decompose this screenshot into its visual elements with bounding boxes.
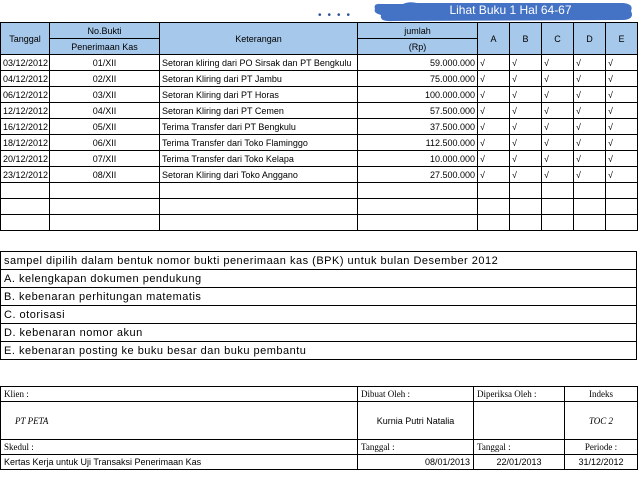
row-date: 23/12/2012 (1, 167, 50, 183)
transaction-table (0, 22, 638, 231)
empty-cell (510, 215, 542, 231)
row-check-a: √ (478, 87, 510, 103)
row-keterangan: Setoran Kliring dari PT Jambu (160, 71, 358, 87)
row-jumlah: 10.000.000 (358, 151, 478, 167)
row-jumlah: 27.500.000 (358, 167, 478, 183)
row-check-d: √ (574, 151, 606, 167)
decorative-dots: •••• (318, 10, 357, 21)
empty-cell (574, 215, 606, 231)
empty-cell (510, 199, 542, 215)
note-sample: sampel dipilih dalam bentuk nomor bukti penerimaan kas (BPK) untuk bulan Desember 2012 (1, 252, 637, 270)
header-col-a: A (478, 23, 510, 55)
empty-row (1, 215, 638, 231)
klien-label: Klien : (1, 387, 358, 402)
empty-cell (358, 183, 478, 199)
header-col-c: C (542, 23, 574, 55)
table-row (1, 119, 638, 135)
row-check-a: √ (478, 103, 510, 119)
empty-cell (50, 199, 160, 215)
row-check-a: √ (478, 71, 510, 87)
row-no-bukti: 01/XII (50, 55, 160, 71)
row-check-e: √ (606, 55, 638, 71)
empty-row (1, 199, 638, 215)
row-no-bukti: 03/XII (50, 87, 160, 103)
row-check-b: √ (510, 167, 542, 183)
row-date: 04/12/2012 (1, 71, 50, 87)
row-keterangan: Setoran Kliring dari PT Horas (160, 87, 358, 103)
empty-cell (606, 183, 638, 199)
row-date: 16/12/2012 (1, 119, 50, 135)
row-check-e: √ (606, 135, 638, 151)
row-keterangan: Setoran Kliring dari Toko Anggano (160, 167, 358, 183)
empty-cell (160, 183, 358, 199)
empty-cell (478, 199, 510, 215)
table-row (1, 135, 638, 151)
row-check-d: √ (574, 135, 606, 151)
signoff-table (0, 386, 638, 470)
row-jumlah: 37.500.000 (358, 119, 478, 135)
tanggal1-label: Tanggal : (358, 440, 474, 455)
row-no-bukti: 06/XII (50, 135, 160, 151)
header-jumlah: jumlah (358, 23, 478, 39)
row-check-e: √ (606, 167, 638, 183)
row-check-e: √ (606, 151, 638, 167)
dibuat-value: Kurnia Putri Natalia (358, 402, 474, 440)
row-keterangan: Terima Transfer dari Toko Kelapa (160, 151, 358, 167)
row-check-d: √ (574, 119, 606, 135)
row-keterangan: Terima Transfer dari Toko Flaminggo (160, 135, 358, 151)
skedul-value: Kertas Kerja untuk Uji Transaksi Penerimaan Kas (1, 455, 358, 470)
row-jumlah: 57.500.000 (358, 103, 478, 119)
row-keterangan: Setoran kliring dari PO Sirsak dan PT Bengkulu (160, 55, 358, 71)
header-col-e: E (606, 23, 638, 55)
table-row (1, 167, 638, 183)
row-check-b: √ (510, 55, 542, 71)
row-check-c: √ (542, 103, 574, 119)
indeks-value: TOC 2 (565, 402, 638, 440)
row-no-bukti: 08/XII (50, 167, 160, 183)
diperiksa-value (474, 402, 565, 440)
callout-note (373, 1, 635, 23)
row-check-a: √ (478, 167, 510, 183)
empty-cell (1, 183, 50, 199)
table-row (1, 103, 638, 119)
indeks-label: Indeks (565, 387, 638, 402)
row-check-a: √ (478, 135, 510, 151)
table-row (1, 87, 638, 103)
empty-cell (50, 183, 160, 199)
empty-cell (510, 183, 542, 199)
row-check-e: √ (606, 71, 638, 87)
callout-text: Lihat Buku 1 Hal 64-67 (449, 3, 572, 17)
row-no-bukti: 02/XII (50, 71, 160, 87)
note-b: B. kebenaran perhitungan matematis (1, 288, 637, 306)
row-check-d: √ (574, 103, 606, 119)
row-check-d: √ (574, 55, 606, 71)
row-check-b: √ (510, 151, 542, 167)
empty-cell (478, 183, 510, 199)
klien-value: PT PETA (1, 402, 358, 440)
empty-cell (542, 183, 574, 199)
row-check-c: √ (542, 119, 574, 135)
table-row (1, 71, 638, 87)
row-no-bukti: 07/XII (50, 151, 160, 167)
row-check-b: √ (510, 71, 542, 87)
row-jumlah: 100.000.000 (358, 87, 478, 103)
row-date: 20/12/2012 (1, 151, 50, 167)
row-check-c: √ (542, 167, 574, 183)
empty-cell (542, 199, 574, 215)
row-no-bukti: 04/XII (50, 103, 160, 119)
row-check-d: √ (574, 87, 606, 103)
empty-cell (358, 215, 478, 231)
tanggal2-label: Tanggal : (474, 440, 565, 455)
row-check-c: √ (542, 151, 574, 167)
skedul-label: Skedul : (1, 440, 358, 455)
table-row (1, 55, 638, 71)
row-keterangan: Setoran Kliring dari PT Cemen (160, 103, 358, 119)
row-date: 18/12/2012 (1, 135, 50, 151)
row-check-c: √ (542, 55, 574, 71)
dibuat-label: Dibuat Oleh : (358, 387, 474, 402)
row-no-bukti: 05/XII (50, 119, 160, 135)
empty-cell (478, 215, 510, 231)
header-tanggal: Tanggal (1, 23, 50, 55)
row-jumlah: 59.000.000 (358, 55, 478, 71)
row-keterangan: Terima Transfer dari PT Bengkulu (160, 119, 358, 135)
row-check-b: √ (510, 135, 542, 151)
row-date: 06/12/2012 (1, 87, 50, 103)
row-check-d: √ (574, 167, 606, 183)
header-keterangan: Keterangan (160, 23, 358, 55)
tanggal2-value: 22/01/2013 (474, 455, 565, 470)
table-row (1, 151, 638, 167)
row-check-b: √ (510, 87, 542, 103)
row-check-a: √ (478, 55, 510, 71)
header-rp: (Rp) (358, 39, 478, 55)
empty-cell (358, 199, 478, 215)
diperiksa-label: Diperiksa Oleh : (474, 387, 565, 402)
row-check-e: √ (606, 103, 638, 119)
notes-table (0, 251, 637, 360)
empty-cell (160, 215, 358, 231)
periode-label: Periode : (565, 440, 638, 455)
tanggal1-value: 08/01/2013 (358, 455, 474, 470)
empty-cell (542, 215, 574, 231)
row-check-c: √ (542, 135, 574, 151)
row-check-b: √ (510, 103, 542, 119)
row-check-e: √ (606, 87, 638, 103)
empty-cell (574, 199, 606, 215)
empty-cell (1, 215, 50, 231)
empty-cell (606, 199, 638, 215)
row-check-b: √ (510, 119, 542, 135)
row-check-e: √ (606, 119, 638, 135)
row-date: 12/12/2012 (1, 103, 50, 119)
row-check-d: √ (574, 71, 606, 87)
note-a: A. kelengkapan dokumen pendukung (1, 270, 637, 288)
header-col-d: D (574, 23, 606, 55)
empty-cell (574, 183, 606, 199)
row-date: 03/12/2012 (1, 55, 50, 71)
row-jumlah: 75.000.000 (358, 71, 478, 87)
note-c: C. otorisasi (1, 306, 637, 324)
empty-cell (50, 215, 160, 231)
empty-cell (606, 215, 638, 231)
header-col-b: B (510, 23, 542, 55)
row-check-a: √ (478, 119, 510, 135)
header-no-bukti: No.Bukti (50, 23, 160, 39)
note-e: E. kebenaran posting ke buku besar dan buku pembantu (1, 342, 637, 360)
empty-cell (160, 199, 358, 215)
note-d: D. kebenaran nomor akun (1, 324, 637, 342)
row-jumlah: 112.500.000 (358, 135, 478, 151)
periode-value: 31/12/2012 (565, 455, 638, 470)
row-check-a: √ (478, 151, 510, 167)
empty-row (1, 183, 638, 199)
row-check-c: √ (542, 71, 574, 87)
header-penerimaan-kas: Penerimaan Kas (50, 39, 160, 55)
empty-cell (1, 199, 50, 215)
row-check-c: √ (542, 87, 574, 103)
